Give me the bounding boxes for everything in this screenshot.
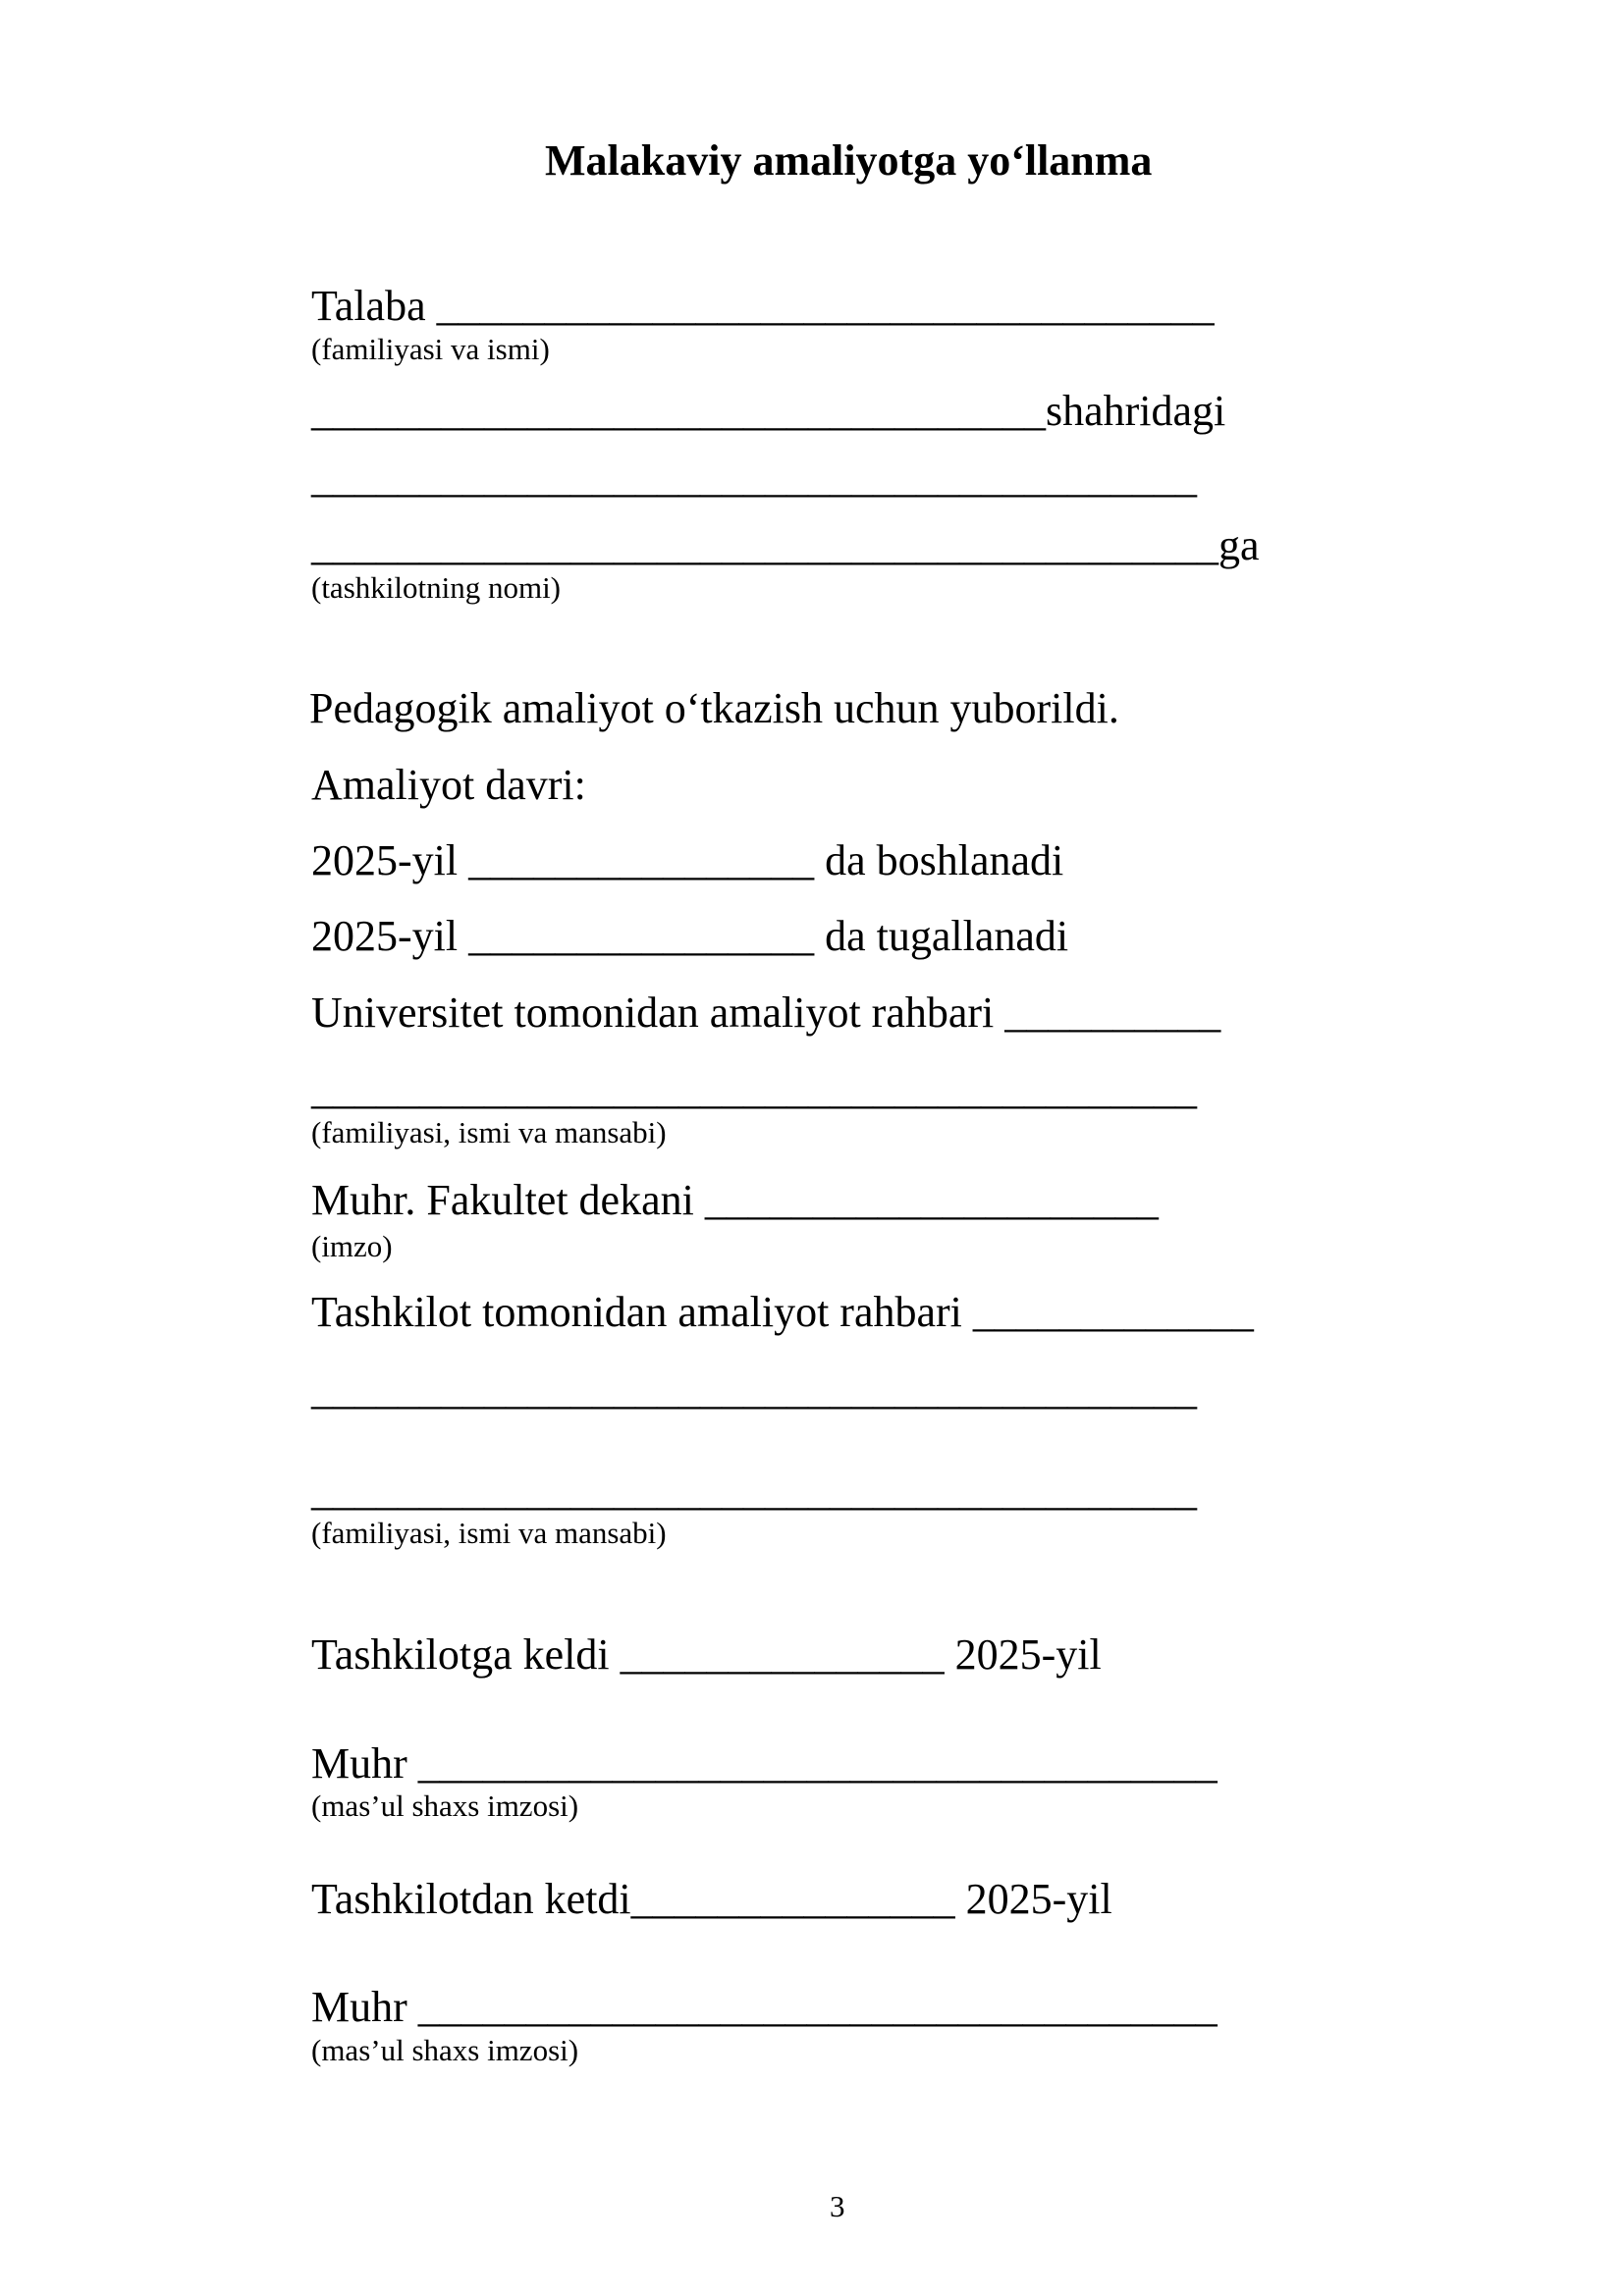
student-name-line: Talaba ____________________________________ xyxy=(311,282,1215,330)
arrived-date-line: Tashkilotga keldi _______________ 2025-yil xyxy=(311,1630,1102,1679)
seal-line-1: Muhr _____________________________________ xyxy=(311,1739,1218,1788)
sent-for-text: Pedagogik amaliyot o‘tkazish uchun yuborildi. xyxy=(309,684,1119,732)
organization-supervisor-line: Tashkilot tomonidan amaliyot rahbari _____________ xyxy=(311,1288,1254,1336)
university-supervisor-caption: (familiyasi, ismi va mansabi) xyxy=(311,1115,667,1149)
page-number: 3 xyxy=(830,2189,845,2223)
university-supervisor-line-2: _________________________________________ xyxy=(311,1065,1197,1113)
period-label: Amaliyot davri: xyxy=(311,761,586,809)
page-title: Malakaviy amaliyotga yo‘llanma xyxy=(545,136,1153,185)
city-line: __________________________________shahridagi xyxy=(311,387,1226,435)
organization-supervisor-line-3: _________________________________________ xyxy=(311,1467,1197,1515)
organization-line-1: _________________________________________ xyxy=(311,454,1197,502)
student-name-caption: (familiyasi va ismi) xyxy=(311,332,550,366)
university-supervisor-line: Universitet tomonidan amaliyot rahbari __________ xyxy=(311,988,1221,1037)
seal-caption-2: (mas’ul shaxs imzosi) xyxy=(311,2033,579,2067)
end-date-line: 2025-yil ________________ da tugallanadi xyxy=(311,912,1069,960)
dean-signature-line: Muhr. Fakultet dekani _____________________ xyxy=(311,1176,1159,1224)
left-date-line: Tashkilotdan ketdi_______________ 2025-yil xyxy=(311,1875,1112,1923)
start-date-line: 2025-yil ________________ da boshlanadi xyxy=(311,836,1064,884)
organization-caption: (tashkilotning nomi) xyxy=(311,570,562,605)
organization-supervisor-line-2: _________________________________________ xyxy=(311,1365,1197,1414)
dean-signature-caption: (imzo) xyxy=(311,1229,393,1263)
organization-line-2: __________________________________________ga xyxy=(311,521,1260,569)
organization-supervisor-caption: (familiyasi, ismi va mansabi) xyxy=(311,1516,667,1550)
seal-line-2: Muhr _____________________________________ xyxy=(311,1983,1218,2031)
seal-caption-1: (mas’ul shaxs imzosi) xyxy=(311,1789,579,1823)
